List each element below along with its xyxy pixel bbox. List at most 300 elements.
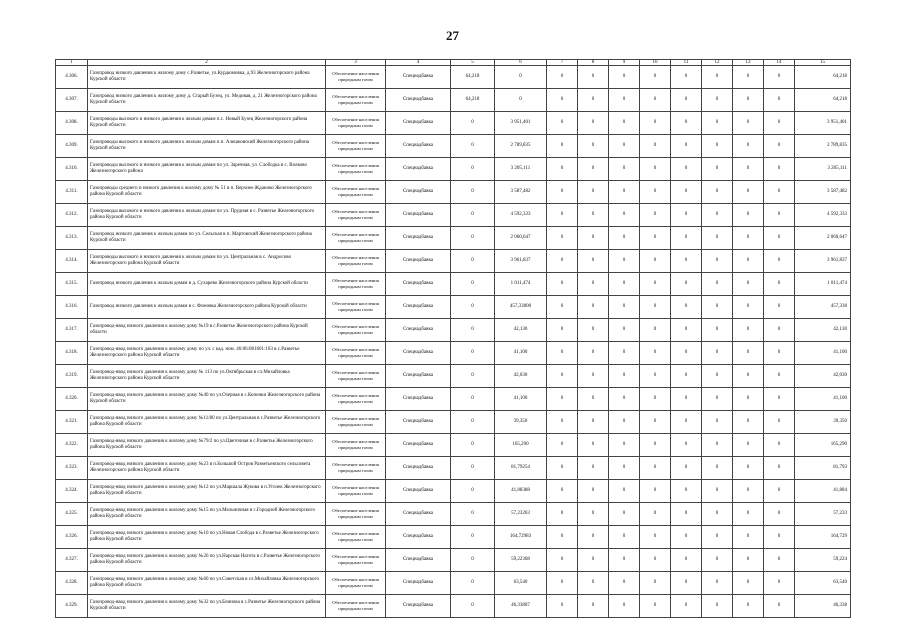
year-value: 0 bbox=[609, 250, 640, 273]
object-name: Газопроводы высокого и низкого давления к жилым домам п.п. Алешковский Железногорского района Курской области bbox=[88, 135, 326, 158]
year-value: 0 bbox=[451, 457, 495, 480]
funding-source: Спецнадбавка bbox=[386, 411, 451, 434]
year-value: 0 bbox=[671, 572, 702, 595]
total-value: 42,030 bbox=[795, 365, 851, 388]
year-value: 0 bbox=[702, 181, 733, 204]
purpose: Обеспечение населения природным газом bbox=[326, 411, 386, 434]
year-value: 0 bbox=[640, 388, 671, 411]
row-number: 4.306. bbox=[56, 66, 88, 89]
table-row bbox=[56, 89, 851, 112]
year-value: 0 bbox=[671, 273, 702, 296]
year-value: 0 bbox=[764, 112, 795, 135]
year-value: 0 bbox=[609, 503, 640, 526]
column-number: 14 bbox=[764, 60, 795, 66]
funding-source: Спецнадбавка bbox=[386, 388, 451, 411]
year-value: 0 bbox=[733, 204, 764, 227]
object-name: Газопровод-ввод низкого давления к жилому дому № 113 по ул.Октябрьская в сл.Михайловка Железногорского района Курской области bbox=[88, 365, 326, 388]
purpose: Обеспечение населения природным газом bbox=[326, 250, 386, 273]
year-value: 0 bbox=[547, 181, 578, 204]
year-value: 0 bbox=[578, 480, 609, 503]
year-value: 0 bbox=[578, 296, 609, 319]
year-value: 0 bbox=[764, 480, 795, 503]
year-value: 0 bbox=[451, 595, 495, 618]
year-value: 0 bbox=[609, 204, 640, 227]
funding-source: Спецнадбавка bbox=[386, 434, 451, 457]
year-value: 0 bbox=[640, 342, 671, 365]
year-value: 0 bbox=[702, 434, 733, 457]
purpose: Обеспечение населения природным газом bbox=[326, 457, 386, 480]
year-value: 64,218 bbox=[451, 66, 495, 89]
year-value: 0 bbox=[671, 296, 702, 319]
year-value: 41,100 bbox=[495, 388, 547, 411]
column-number: 8 bbox=[578, 60, 609, 66]
total-value: 3 951,401 bbox=[795, 112, 851, 135]
year-value: 0 bbox=[764, 158, 795, 181]
year-value: 46,33807 bbox=[495, 595, 547, 618]
year-value: 0 bbox=[578, 227, 609, 250]
year-value: 0 bbox=[451, 480, 495, 503]
table-row bbox=[56, 250, 851, 273]
year-value: 0 bbox=[764, 572, 795, 595]
row-number: 4.308. bbox=[56, 112, 88, 135]
year-value: 457,33800 bbox=[495, 296, 547, 319]
year-value: 0 bbox=[733, 227, 764, 250]
year-value: 0 bbox=[671, 204, 702, 227]
object-name: Газопровод низкого давления к жилым домам в д. Сухарево Железногорского района Курской области bbox=[88, 273, 326, 296]
year-value: 0 bbox=[733, 181, 764, 204]
year-value: 0 bbox=[578, 388, 609, 411]
year-value: 0 bbox=[640, 181, 671, 204]
year-value: 0 bbox=[547, 112, 578, 135]
year-value: 0 bbox=[702, 480, 733, 503]
year-value: 0 bbox=[578, 526, 609, 549]
year-value: 0 bbox=[702, 342, 733, 365]
total-value: 59,224 bbox=[795, 549, 851, 572]
year-value: 0 bbox=[547, 89, 578, 112]
column-number: 3 bbox=[326, 60, 386, 66]
year-value: 0 bbox=[640, 89, 671, 112]
row-number: 4.312. bbox=[56, 204, 88, 227]
year-value: 0 bbox=[640, 457, 671, 480]
year-value: 0 bbox=[547, 66, 578, 89]
year-value: 0 bbox=[640, 503, 671, 526]
year-value: 0 bbox=[671, 480, 702, 503]
year-value: 0 bbox=[733, 434, 764, 457]
total-value: 3 205,111 bbox=[795, 158, 851, 181]
year-value: 0 bbox=[764, 296, 795, 319]
row-number: 4.329. bbox=[56, 595, 88, 618]
table-row bbox=[56, 595, 851, 618]
year-value: 0 bbox=[609, 158, 640, 181]
column-number: 13 bbox=[733, 60, 764, 66]
year-value: 0 bbox=[640, 595, 671, 618]
year-value: 0 bbox=[733, 411, 764, 434]
year-value: 0 bbox=[671, 457, 702, 480]
object-name: Газопровод низкого давления к жилому дому д. Старый Бузец, ул. Медовая, д. 21 Железногорского района Курской области bbox=[88, 89, 326, 112]
object-name: Газопровод-ввод низкого давления к жилому дому №26 по ул.Нарская Нагота в с.Разветье Железногорского района Курской области bbox=[88, 549, 326, 572]
year-value: 0 bbox=[764, 388, 795, 411]
year-value: 0 bbox=[547, 480, 578, 503]
year-value: 0 bbox=[640, 273, 671, 296]
object-name: Газопровод-ввод низкого давления к жилому дому №12 по ул.Маршала Жукова в п.Уголек Железногорского района Курской области bbox=[88, 480, 326, 503]
year-value: 0 bbox=[547, 342, 578, 365]
year-value: 0 bbox=[702, 411, 733, 434]
purpose: Обеспечение населения природным газом bbox=[326, 227, 386, 250]
year-value: 0 bbox=[671, 181, 702, 204]
year-value: 0 bbox=[495, 89, 547, 112]
year-value: 0 bbox=[733, 457, 764, 480]
year-value: 0 bbox=[547, 319, 578, 342]
funding-source: Спецнадбавка bbox=[386, 365, 451, 388]
year-value: 0 bbox=[578, 204, 609, 227]
year-value: 0 bbox=[764, 595, 795, 618]
year-value: 0 bbox=[609, 296, 640, 319]
year-value: 0 bbox=[578, 503, 609, 526]
total-value: 41,100 bbox=[795, 388, 851, 411]
year-value: 0 bbox=[671, 526, 702, 549]
year-value: 0 bbox=[451, 411, 495, 434]
year-value: 0 bbox=[640, 158, 671, 181]
purpose: Обеспечение населения природным газом bbox=[326, 388, 386, 411]
year-value: 0 bbox=[733, 273, 764, 296]
column-number: 11 bbox=[671, 60, 702, 66]
year-value: 0 bbox=[640, 227, 671, 250]
funding-source: Спецнадбавка bbox=[386, 457, 451, 480]
year-value: 2 060,647 bbox=[495, 227, 547, 250]
year-value: 0 bbox=[609, 66, 640, 89]
year-value: 0 bbox=[547, 388, 578, 411]
funding-source: Спецнадбавка bbox=[386, 503, 451, 526]
year-value: 41,100 bbox=[495, 342, 547, 365]
year-value: 0 bbox=[578, 342, 609, 365]
year-value: 0 bbox=[609, 319, 640, 342]
table-row bbox=[56, 319, 851, 342]
year-value: 0 bbox=[578, 572, 609, 595]
year-value: 164,72983 bbox=[495, 526, 547, 549]
funding-source: Спецнадбавка bbox=[386, 549, 451, 572]
year-value: 0 bbox=[451, 365, 495, 388]
object-name: Газопровод-ввод низкого давления к жилому дому №15 по ул.Мельничная в с.Городной Железногорского района Курской области bbox=[88, 503, 326, 526]
year-value: 0 bbox=[671, 66, 702, 89]
year-value: 0 bbox=[733, 158, 764, 181]
table-row bbox=[56, 480, 851, 503]
purpose: Обеспечение населения природным газом bbox=[326, 204, 386, 227]
year-value: 0 bbox=[609, 365, 640, 388]
row-number: 4.310. bbox=[56, 158, 88, 181]
year-value: 0 bbox=[702, 89, 733, 112]
year-value: 39,350 bbox=[495, 411, 547, 434]
year-value: 0 bbox=[578, 273, 609, 296]
year-value: 0 bbox=[609, 595, 640, 618]
object-name: Газопровод-ввод низкого давления к жилому дому №23 в п.Большой Остров Разветьевского сельсовета Железногорского района Курской области bbox=[88, 457, 326, 480]
purpose: Обеспечение населения природным газом bbox=[326, 319, 386, 342]
year-value: 0 bbox=[609, 549, 640, 572]
year-value: 0 bbox=[764, 434, 795, 457]
year-value: 0 bbox=[671, 503, 702, 526]
year-value: 0 bbox=[609, 342, 640, 365]
year-value: 0 bbox=[609, 480, 640, 503]
total-value: 81,793 bbox=[795, 457, 851, 480]
data-table bbox=[55, 59, 851, 618]
year-value: 0 bbox=[702, 526, 733, 549]
year-value: 0 bbox=[451, 250, 495, 273]
funding-source: Спецнадбавка bbox=[386, 526, 451, 549]
year-value: 0 bbox=[547, 595, 578, 618]
year-value: 0 bbox=[547, 434, 578, 457]
purpose: Обеспечение населения природным газом bbox=[326, 503, 386, 526]
year-value: 0 bbox=[547, 503, 578, 526]
year-value: 2 789,835 bbox=[495, 135, 547, 158]
year-value: 0 bbox=[609, 273, 640, 296]
year-value: 0 bbox=[640, 112, 671, 135]
year-value: 0 bbox=[547, 158, 578, 181]
year-value: 0 bbox=[764, 181, 795, 204]
object-name: Газопровод-ввод низкого давления к жилому дому №10 по ул.Новая Слобода в с.Разветье Железногорского района Курской области bbox=[88, 526, 326, 549]
year-value: 0 bbox=[609, 457, 640, 480]
year-value: 0 bbox=[702, 365, 733, 388]
year-value: 0 bbox=[733, 89, 764, 112]
object-name: Газопроводы высокого и низкого давления к жилым домам по ул. Центральная в с. Андросово Железногорского района Курской области bbox=[88, 250, 326, 273]
year-value: 0 bbox=[451, 342, 495, 365]
year-value: 0 bbox=[609, 388, 640, 411]
year-value: 0 bbox=[733, 526, 764, 549]
row-number: 4.322. bbox=[56, 434, 88, 457]
year-value: 0 bbox=[733, 365, 764, 388]
year-value: 0 bbox=[764, 365, 795, 388]
year-value: 0 bbox=[671, 135, 702, 158]
year-value: 0 bbox=[733, 572, 764, 595]
year-value: 0 bbox=[733, 250, 764, 273]
year-value: 3 951,401 bbox=[495, 112, 547, 135]
year-value: 0 bbox=[702, 595, 733, 618]
year-value: 0 bbox=[764, 204, 795, 227]
funding-source: Спецнадбавка bbox=[386, 112, 451, 135]
year-value: 64,218 bbox=[451, 89, 495, 112]
year-value: 3 587,482 bbox=[495, 181, 547, 204]
object-name: Газопровод-ввод низкого давления к жилому дому №11/80 по ул.Центральная в с.Разветье Железногорского района Курской области bbox=[88, 411, 326, 434]
year-value: 0 bbox=[578, 112, 609, 135]
year-value: 0 bbox=[451, 158, 495, 181]
year-value: 0 bbox=[702, 158, 733, 181]
year-value: 0 bbox=[733, 112, 764, 135]
year-value: 0 bbox=[547, 296, 578, 319]
purpose: Обеспечение населения природным газом bbox=[326, 135, 386, 158]
year-value: 0 bbox=[451, 388, 495, 411]
year-value: 0 bbox=[640, 66, 671, 89]
year-value: 0 bbox=[702, 273, 733, 296]
total-value: 457,338 bbox=[795, 296, 851, 319]
year-value: 3 961,837 bbox=[495, 250, 547, 273]
year-value: 0 bbox=[671, 388, 702, 411]
year-value: 0 bbox=[702, 572, 733, 595]
year-value: 0 bbox=[640, 135, 671, 158]
year-value: 0 bbox=[547, 365, 578, 388]
row-number: 4.328. bbox=[56, 572, 88, 595]
year-value: 0 bbox=[609, 411, 640, 434]
purpose: Обеспечение населения природным газом bbox=[326, 112, 386, 135]
column-number: 9 bbox=[609, 60, 640, 66]
row-number: 4.326. bbox=[56, 526, 88, 549]
year-value: 0 bbox=[547, 273, 578, 296]
year-value: 3 205,111 bbox=[495, 158, 547, 181]
year-value: 0 bbox=[609, 434, 640, 457]
year-value: 0 bbox=[764, 457, 795, 480]
funding-source: Спецнадбавка bbox=[386, 480, 451, 503]
column-number: 12 bbox=[702, 60, 733, 66]
object-name: Газопровод-ввод низкого давления к жилому дому №40 по ул.Озерная в с.Копенки Железногорского района Курской области bbox=[88, 388, 326, 411]
year-value: 0 bbox=[547, 250, 578, 273]
year-value: 0 bbox=[609, 135, 640, 158]
year-value: 0 bbox=[578, 411, 609, 434]
object-name: Газопровод низкого давления к жилым домам в с. Фомовка Железногорского района Курской области bbox=[88, 296, 326, 319]
table-row bbox=[56, 434, 851, 457]
purpose: Обеспечение населения природным газом bbox=[326, 296, 386, 319]
year-value: 0 bbox=[733, 66, 764, 89]
row-number: 4.324. bbox=[56, 480, 88, 503]
year-value: 0 bbox=[451, 572, 495, 595]
object-name: Газопроводы высокого и низкого давления к жилым домам по ул. Прудная в с. Разветье Железногорского района Курской области bbox=[88, 204, 326, 227]
year-value: 0 bbox=[764, 503, 795, 526]
table-row bbox=[56, 526, 851, 549]
funding-source: Спецнадбавка bbox=[386, 89, 451, 112]
purpose: Обеспечение населения природным газом bbox=[326, 434, 386, 457]
table-row bbox=[56, 388, 851, 411]
year-value: 0 bbox=[764, 526, 795, 549]
year-value: 0 bbox=[451, 434, 495, 457]
year-value: 0 bbox=[547, 135, 578, 158]
year-value: 0 bbox=[764, 273, 795, 296]
table-row bbox=[56, 503, 851, 526]
object-name: Газопровод-ввод низкого давления к жилому дому №79/2 по ул.Цветочная в с.Разветье Железногорского района Курской области bbox=[88, 434, 326, 457]
year-value: 0 bbox=[733, 296, 764, 319]
year-value: 0 bbox=[640, 319, 671, 342]
year-value: 0 bbox=[702, 503, 733, 526]
total-value: 3 961,837 bbox=[795, 250, 851, 273]
year-value: 0 bbox=[764, 319, 795, 342]
year-value: 0 bbox=[702, 227, 733, 250]
total-value: 64,218 bbox=[795, 66, 851, 89]
total-value: 41,100 bbox=[795, 342, 851, 365]
year-value: 0 bbox=[547, 526, 578, 549]
object-name: Газопровод низкого давления к жилым домам по ул. Сельская в п. Мартовский Железногорского района Курской области bbox=[88, 227, 326, 250]
table-row bbox=[56, 411, 851, 434]
table-row bbox=[56, 227, 851, 250]
row-number: 4.323. bbox=[56, 457, 88, 480]
purpose: Обеспечение населения природным газом bbox=[326, 549, 386, 572]
year-value: 0 bbox=[671, 319, 702, 342]
column-number: 4 bbox=[386, 60, 451, 66]
column-number: 15 bbox=[795, 60, 851, 66]
year-value: 0 bbox=[764, 89, 795, 112]
object-name: Газопровод-ввод низкого давления к жилому дому по ул. с кад. ном. 46:06:081601:103 в с.Разветье Железногорского района Курской области bbox=[88, 342, 326, 365]
year-value: 0 bbox=[764, 66, 795, 89]
object-name: Газопроводы высокого и низкого давления к жилым домам п.с. Новый Бузец Железногорского района Курской области bbox=[88, 112, 326, 135]
year-value: 0 bbox=[578, 66, 609, 89]
object-name: Газопровод-ввод низкого давления к жилому дому №32 по ул.Блинова в с.Разветье Железногорского района Курской области bbox=[88, 595, 326, 618]
total-value: 164,729 bbox=[795, 526, 851, 549]
total-value: 1 011,474 bbox=[795, 273, 851, 296]
column-number: 7 bbox=[547, 60, 578, 66]
year-value: 0 bbox=[764, 549, 795, 572]
year-value: 0 bbox=[578, 250, 609, 273]
year-value: 0 bbox=[733, 480, 764, 503]
year-value: 4 592,333 bbox=[495, 204, 547, 227]
column-number: 10 bbox=[640, 60, 671, 66]
funding-source: Спецнадбавка bbox=[386, 250, 451, 273]
row-number: 4.317. bbox=[56, 319, 88, 342]
row-number: 4.316. bbox=[56, 296, 88, 319]
year-value: 0 bbox=[609, 181, 640, 204]
year-value: 0 bbox=[702, 250, 733, 273]
year-value: 0 bbox=[451, 135, 495, 158]
object-name: Газопровод-ввод низкого давления к жилому дому №19 в с.Разветье Железногорского района Курской области bbox=[88, 319, 326, 342]
year-value: 0 bbox=[451, 204, 495, 227]
year-value: 0 bbox=[451, 503, 495, 526]
year-value: 0 bbox=[671, 89, 702, 112]
page-number: 27 bbox=[446, 28, 459, 43]
column-number: 1 bbox=[56, 60, 88, 66]
funding-source: Спецнадбавка bbox=[386, 342, 451, 365]
total-value: 42,130 bbox=[795, 319, 851, 342]
year-value: 0 bbox=[547, 549, 578, 572]
year-value: 0 bbox=[733, 135, 764, 158]
table-row bbox=[56, 135, 851, 158]
table-row bbox=[56, 296, 851, 319]
year-value: 0 bbox=[578, 595, 609, 618]
year-value: 0 bbox=[609, 572, 640, 595]
purpose: Обеспечение населения природным газом bbox=[326, 480, 386, 503]
year-value: 0 bbox=[733, 319, 764, 342]
purpose: Обеспечение населения природным газом bbox=[326, 181, 386, 204]
year-value: 0 bbox=[609, 227, 640, 250]
year-value: 0 bbox=[451, 296, 495, 319]
year-value: 0 bbox=[640, 526, 671, 549]
year-value: 0 bbox=[764, 227, 795, 250]
object-name: Газопровод низкого давления к жилому дому с.Разветье, ул.Курдюмовка, д.93 Железногорского района Курской области bbox=[88, 66, 326, 89]
funding-source: Спецнадбавка bbox=[386, 595, 451, 618]
year-value: 0 bbox=[547, 411, 578, 434]
row-number: 4.320. bbox=[56, 388, 88, 411]
table-row bbox=[56, 342, 851, 365]
year-value: 0 bbox=[702, 66, 733, 89]
funding-source: Спецнадбавка bbox=[386, 135, 451, 158]
row-number: 4.321. bbox=[56, 411, 88, 434]
year-value: 0 bbox=[451, 112, 495, 135]
year-value: 0 bbox=[578, 365, 609, 388]
table-row bbox=[56, 112, 851, 135]
year-value: 0 bbox=[671, 227, 702, 250]
year-value: 0 bbox=[578, 158, 609, 181]
year-value: 0 bbox=[495, 66, 547, 89]
year-value: 0 bbox=[702, 204, 733, 227]
year-value: 0 bbox=[640, 204, 671, 227]
year-value: 0 bbox=[733, 503, 764, 526]
year-value: 0 bbox=[764, 411, 795, 434]
table-row bbox=[56, 181, 851, 204]
row-number: 4.325. bbox=[56, 503, 88, 526]
funding-source: Спецнадбавка bbox=[386, 296, 451, 319]
purpose: Обеспечение населения природным газом bbox=[326, 158, 386, 181]
column-number: 5 bbox=[451, 60, 495, 66]
year-value: 0 bbox=[609, 89, 640, 112]
funding-source: Спецнадбавка bbox=[386, 66, 451, 89]
year-value: 0 bbox=[609, 526, 640, 549]
year-value: 0 bbox=[547, 572, 578, 595]
purpose: Обеспечение населения природным газом bbox=[326, 342, 386, 365]
year-value: 0 bbox=[451, 319, 495, 342]
year-value: 42,030 bbox=[495, 365, 547, 388]
year-value: 0 bbox=[578, 434, 609, 457]
